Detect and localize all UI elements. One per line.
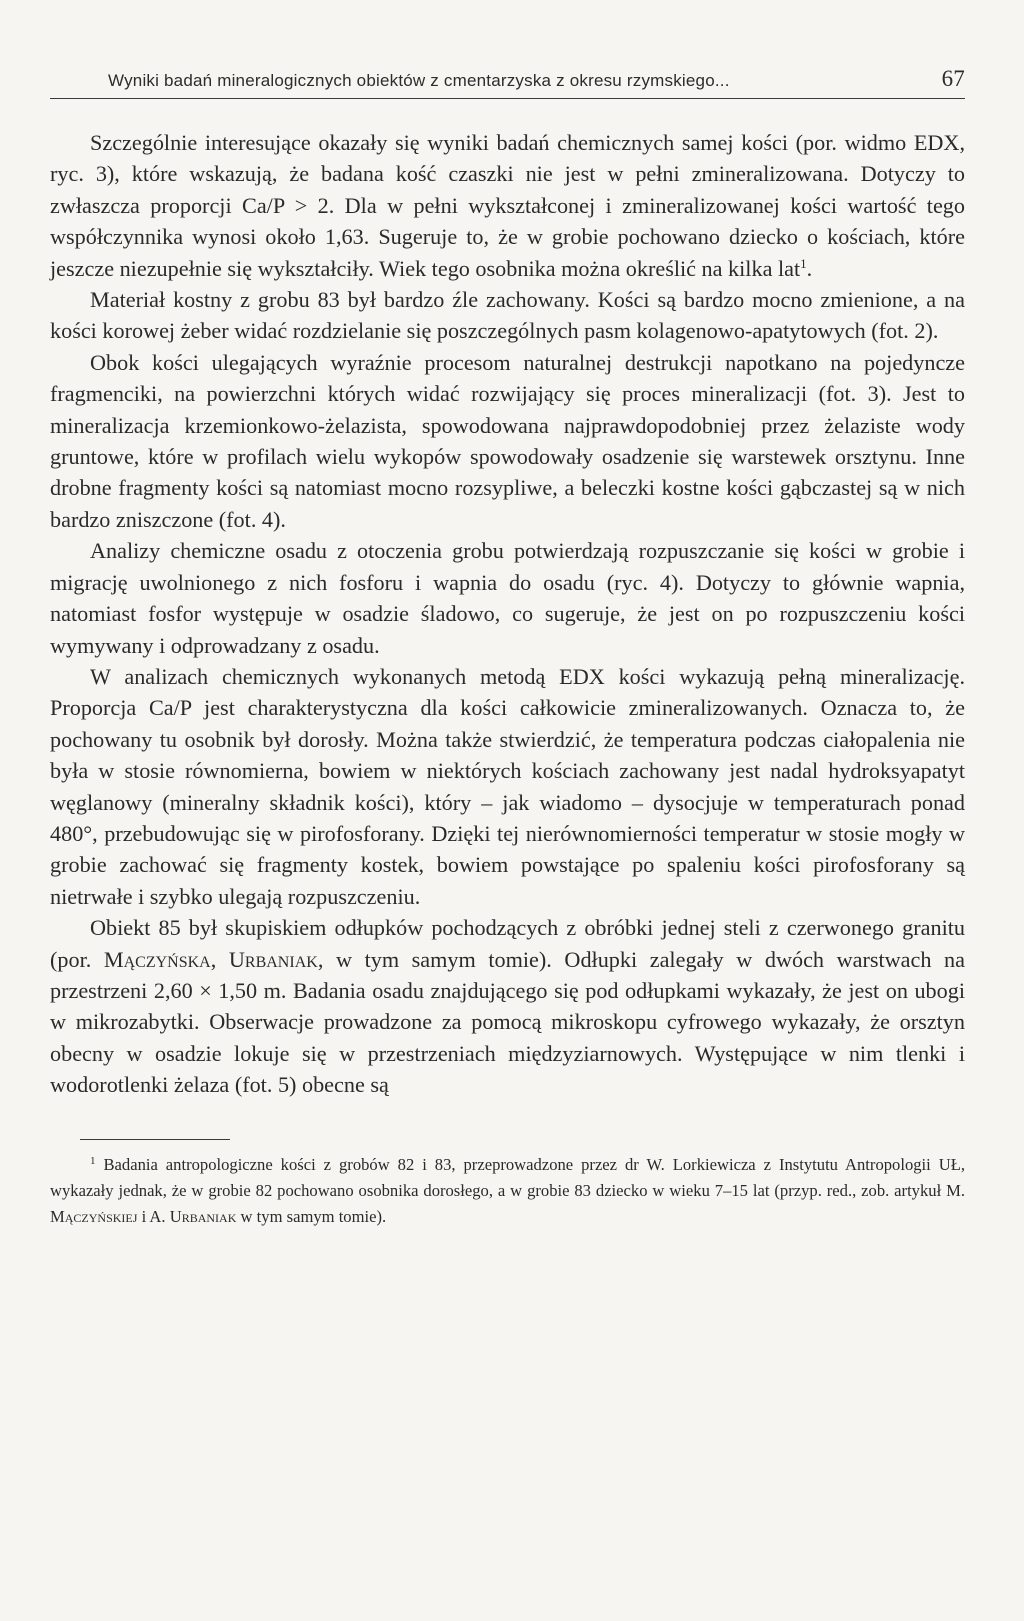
paragraph [50,127,965,284]
body-text [50,127,965,1101]
footnote-marker: 1 [800,255,807,271]
paragraph [50,347,965,535]
paragraph [50,535,965,661]
text-run: , w tym samym tomie). Odłupki zalegały w dwóch warstwach na przestrzeni 2,60 × 1,50 m. Badania osadu znajdującego się pod odłupkami wykazały, że jest on ubogi w mikrozabytki. Obserwacje prowadzone za pomocą mikroskopu cyfrowego wykazały, że orsztyn obecny w osadzie lokuje się w przestrzeniach międzyziarnowych. Występujące w nim tlenki i wodorotlenki żelaza (fot. 5) obecne są [50,946,966,1098]
text-run: Szczególnie interesujące okazały się wyniki badań chemicznych samej kości (por. widmo EDX, ryc. 3), które wskazują, że badana kość czaszki nie jest w pełni zmineralizowana. Dotyczy to zwłaszcza proporcji Ca/P > 2. Dla w pełni wykształconej i zmineralizowanej kości wartość tego współczynnika wynosi około 1,63. Sugeruje to, że w grobie pochowano dziecko o kościach, które jeszcze niezupełnie się wykształciły. Wiek tego osobnika można określić na kilka lat [50,130,965,281]
paragraph [50,661,965,912]
text-run: Materiał kostny z grobu 83 był bardzo źle zachowany. Kości są bardzo mocno zmienione, a na kości korowej żeber widać rozdzielanie się poszczególnych pasm kolagenowo-apatytowych (fot. 2). [50,287,965,344]
text-run: , [210,946,229,972]
footnote-marker: 1 [90,1154,96,1167]
author-name: Mączyńskiej [50,1206,138,1226]
text-run: Obok kości ulegających wyraźnie procesom naturalnej destrukcji napotkano na pojedyncze fragmenciki, na powierzchni których widać rozwijający się proces mineralizacji (fot. 3). Jest to mineralizacja krzemionkowo-żelazista, spowodowana najprawdopodobniej przez żelaziste wody gruntowe, które w profilach wielu wykopów spowodowały osadzenie się warstewek orsztynu. Inne drobne fragmenty kości są natomiast mocno rozsypliwe, a beleczki kostne kości gąbczastej są w nich bardzo zniszczone (fot. 4). [50,349,965,532]
text-run: Analizy chemiczne osadu z otoczenia grobu potwierdzają rozpuszczanie się kości w grobie i migrację uwolnionego z nich fosforu i wapnia do osadu (ryc. 4). Dotyczy to głównie wapnia, natomiast fosfor występuje w osadzie śladowo, co sugeruje, że jest on po rozpuszczeniu kości wymywany i odprowadzany z osadu. [50,538,965,658]
page-number: 67 [941,66,965,91]
text-run: w tym samym tomie). [236,1206,387,1226]
text-run: Badania antropologiczne kości z grobów 82 i 83, przeprowadzone przez dr W. Lorkiewicza z Instytutu Antropologii UŁ, wykazały jednak, że w grobie 82 pochowano osobnika dorosłego, a w grobie 83 dziecko w wieku 7–15 lat (przyp. red., zob. artykuł M. [50,1154,965,1200]
footnote [50,1152,965,1230]
author-name: Urbaniak [169,1206,237,1226]
running-title: Wyniki badań mineralogicznych obiektów z cmentarzyska z okresu rzymskiego... [108,71,730,90]
running-head [50,66,965,99]
text-run: . [806,255,813,281]
paragraph [50,912,965,1100]
text-run: i A. [137,1206,170,1226]
paragraph [50,284,965,347]
author-name: Mączyńska [103,946,211,972]
author-name: Urbaniak [228,946,318,972]
footnote-rule [80,1139,230,1140]
text-run: W analizach chemicznych wykonanych metodą EDX kości wykazują pełną mineralizację. Proporcja Ca/P jest charakterystyczna dla kości całkowicie zmineralizowanych. Oznacza to, że pochowany tu osobnik był dorosły. Można także stwierdzić, że temperatura podczas ciałopalenia nie była w stosie równomierna, bowiem w niektórych kościach zachowany jest nadal hydroksyapatyt węglanowy (mineralny składnik kości), który – jak wiadomo – dysocjuje w temperaturach ponad 480°, przebudowując się w pirofosforany. Dzięki tej nierównomierności temperatur w stosie mogły w grobie zachować się fragmenty kostek, bowiem powstające po spaleniu kości pirofosforany są nietrwałe i szybko ulegają rozpuszczeniu. [50,663,965,909]
text-run: Obiekt 85 był skupiskiem odłupków pochodzących z obróbki jednej steli z czerwonego granitu (por. [50,915,965,972]
page [50,66,965,1230]
